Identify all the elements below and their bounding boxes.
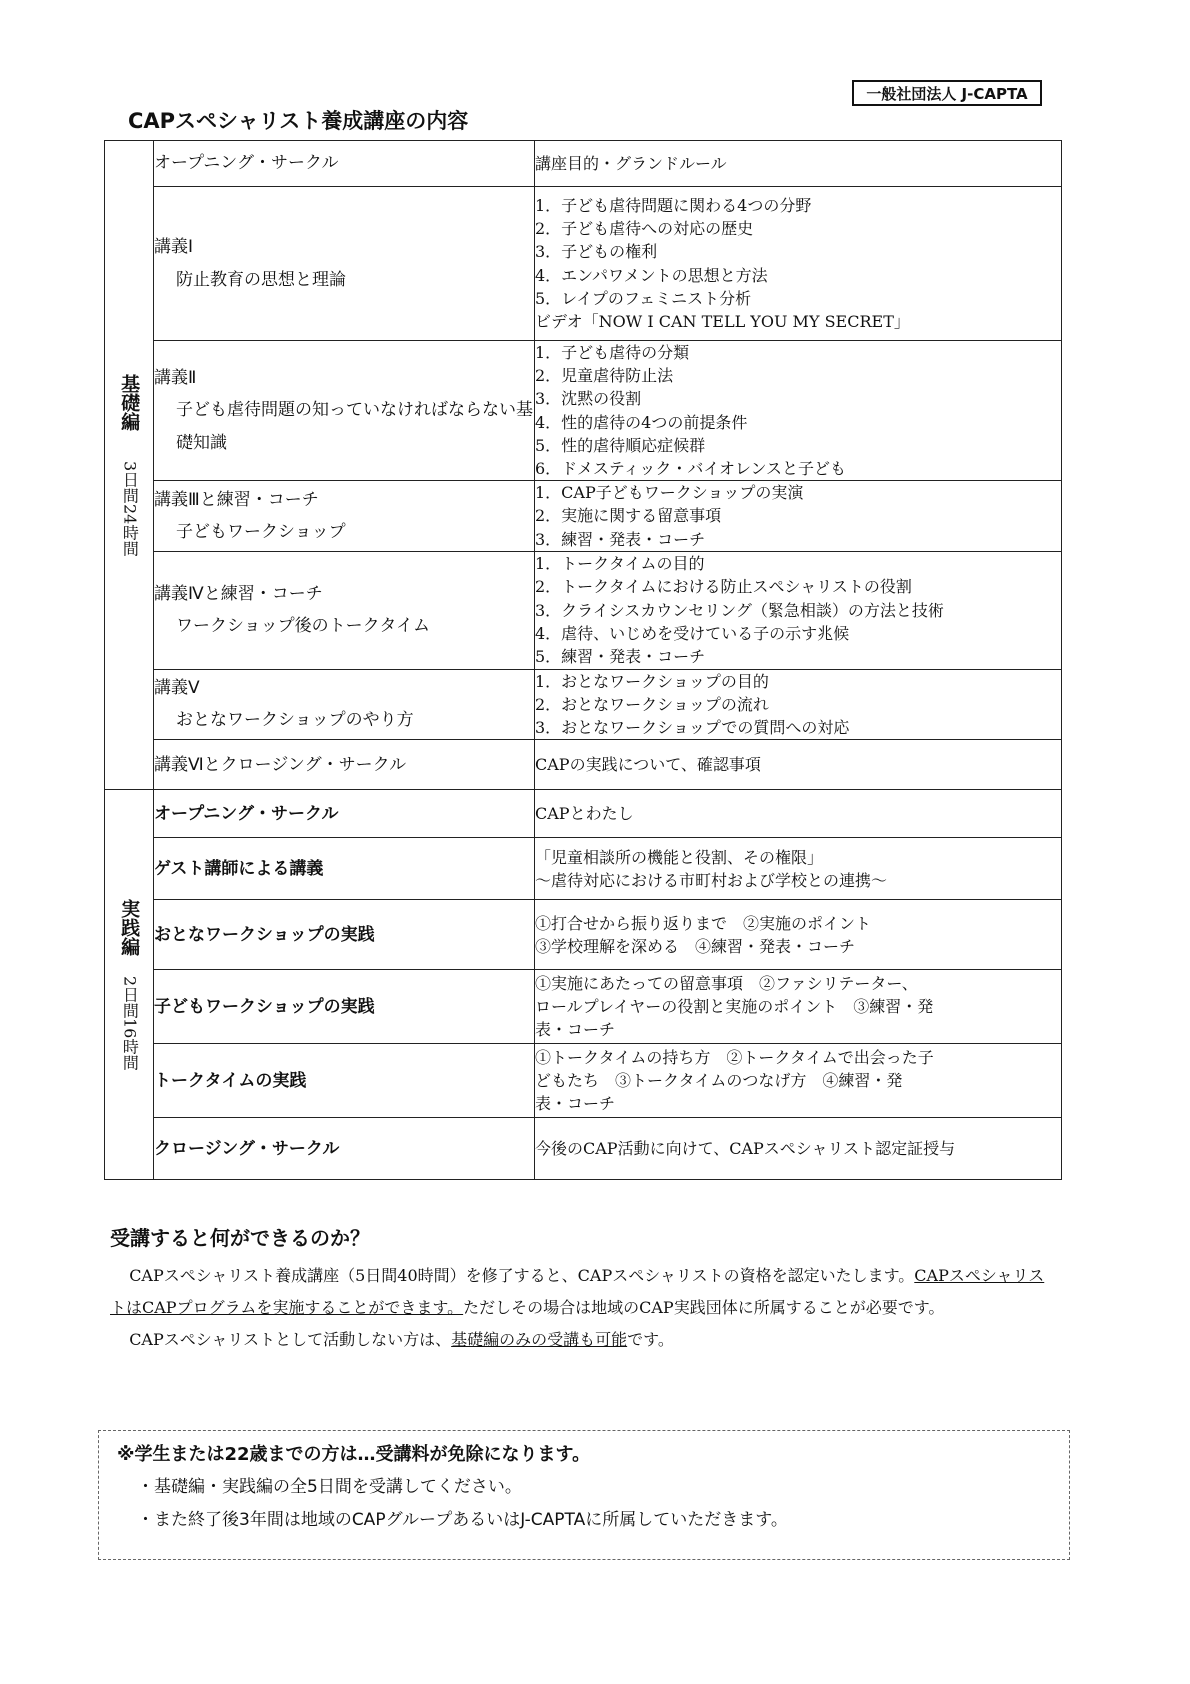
para1-text-b: ただしその場合は地域のCAP実践団体に所属することが必要です。 xyxy=(463,1298,945,1317)
course-row xyxy=(105,900,1062,970)
section-hours: 16時間 xyxy=(120,1018,140,1071)
notice-item: ・基礎編・実践編の全5日間を受講してください。 xyxy=(137,1477,522,1498)
section-label xyxy=(105,790,154,1180)
content-item: 2．トークタイムにおける防止スペシャリストの役割 xyxy=(535,577,912,597)
content-item: 2．児童虐待防止法 xyxy=(535,366,674,386)
lecture-cell xyxy=(154,900,535,970)
lecture-cell xyxy=(154,790,535,838)
content-item: 3．子どもの権利 xyxy=(535,242,658,262)
section-label xyxy=(105,141,154,790)
content-cell xyxy=(535,740,1062,790)
lecture-subtitle: 子どもワークショップ xyxy=(176,521,346,542)
lecture-title: 講義Ⅴ xyxy=(154,678,200,699)
para1-text-a: CAPスペシャリスト養成講座（5日間40時間）を修了すると、CAPスペシャリストの資格を認定いたします。 xyxy=(129,1266,915,1285)
content-cell xyxy=(535,1044,1062,1118)
content-cell xyxy=(535,1118,1062,1180)
content-item: ①実施にあたっての留意事項 ②ファシリテーター、 xyxy=(535,973,918,993)
content-item: ～虐待対応における市町村および学校との連携～ xyxy=(535,870,888,890)
course-row xyxy=(105,838,1062,900)
course-row xyxy=(105,1044,1062,1118)
section-name: 基礎編 xyxy=(118,374,141,432)
content-item: ロールプレイヤーの役割と実施のポイント ③練習・発 xyxy=(535,997,934,1017)
course-row xyxy=(105,740,1062,790)
content-item: 2．おとなワークショップの流れ xyxy=(535,694,769,714)
para2-text-a: CAPスペシャリストとして活動しない方は、 xyxy=(129,1330,452,1349)
lecture-cell xyxy=(154,1044,535,1118)
content-item: 4．虐待、いじめを受けている子の示す兆候 xyxy=(535,623,850,643)
para1-underlined: CAPスペシャリストはCAPプログラムを実施することができます。 xyxy=(110,1266,1045,1317)
content-cell xyxy=(535,970,1062,1044)
content-item: 今後のCAP活動に向けて、CAPスペシャリスト認定証授与 xyxy=(535,1139,956,1159)
content-item: 5．性的虐待順応症候群 xyxy=(535,435,706,455)
course-row xyxy=(105,1118,1062,1180)
content-item: 3．クライシスカウンセリング（緊急相談）の方法と技術 xyxy=(535,600,944,620)
content-item: 1．子ども虐待問題に関わる4つの分野 xyxy=(535,195,812,215)
lecture-title: 講義Ⅰ xyxy=(154,237,194,258)
content-item: 表・コーチ xyxy=(535,1020,616,1040)
basic-section xyxy=(105,141,1062,790)
content-item: 5．レイプのフェミニスト分析 xyxy=(535,288,752,308)
lecture-cell xyxy=(154,187,535,341)
what-paragraph xyxy=(110,1260,1055,1356)
lecture-title: オープニング・サークル xyxy=(154,803,339,824)
content-item: 1．子ども虐待の分類 xyxy=(535,343,690,362)
content-item: 1．おとなワークショップの目的 xyxy=(535,671,769,691)
lecture-subtitle: 防止教育の思想と理論 xyxy=(176,269,346,290)
content-item: 3．おとなワークショップでの質問への対応 xyxy=(535,718,850,738)
content-item: どもたち ③トークタイムのつなげ方 ④練習・発 xyxy=(535,1071,903,1091)
content-item: 「児童相談所の機能と役割、その権限」 xyxy=(535,847,824,867)
lecture-cell xyxy=(154,1118,535,1180)
content-item: 3．練習・発表・コーチ xyxy=(535,529,706,549)
section-name: 実践編 xyxy=(118,898,141,956)
content-item: 4．性的虐待の4つの前提条件 xyxy=(535,412,748,432)
para2-underlined: 基礎編のみの受講も可能 xyxy=(451,1330,628,1349)
lecture-cell xyxy=(154,970,535,1044)
course-row xyxy=(105,481,1062,552)
notice-heading: ※学生または22歳までの方は…受講料が免除になります。 xyxy=(117,1444,591,1465)
course-row xyxy=(105,341,1062,481)
practice-section xyxy=(105,790,1062,1180)
content-item: 6．ドメスティック・バイオレンスと子ども xyxy=(535,458,847,478)
course-row xyxy=(105,141,1062,187)
lecture-title: 講義Ⅵとクロージング・サークル xyxy=(154,754,407,775)
organization-label: 一般社団法人 J-CAPTA xyxy=(852,80,1042,106)
section-days: 3日間 xyxy=(120,461,140,504)
content-cell xyxy=(535,790,1062,838)
content-item: 表・コーチ xyxy=(535,1094,616,1114)
content-item: ①トークタイムの持ち方 ②トークタイムで出会った子 xyxy=(535,1047,934,1067)
lecture-cell xyxy=(154,838,535,900)
page-title: CAPスペシャリスト養成講座の内容 xyxy=(128,109,469,133)
content-item: 1．CAP子どもワークショップの実演 xyxy=(535,483,804,503)
lecture-title: 講義Ⅳと練習・コーチ xyxy=(154,583,323,604)
course-row xyxy=(105,187,1062,341)
lecture-subtitle: 子ども虐待問題の知っていなければならない基礎知識 xyxy=(176,400,533,453)
notice-item: ・また終了後3年間は地域のCAPグループあるいはJ-CAPTAに所属していただきます。 xyxy=(137,1509,788,1530)
fee-notice-box xyxy=(98,1430,1070,1560)
para2-text-b: です。 xyxy=(627,1330,674,1349)
lecture-cell xyxy=(154,740,535,790)
content-cell xyxy=(535,669,1062,740)
content-item: 3．沈黙の役割 xyxy=(535,389,642,409)
content-item: CAPの実践について、確認事項 xyxy=(535,755,761,775)
content-item: 2．子ども虐待への対応の歴史 xyxy=(535,219,754,239)
course-table xyxy=(104,140,1062,1180)
content-item: CAPとわたし xyxy=(535,804,634,824)
lecture-title: トークタイムの実践 xyxy=(154,1070,307,1091)
course-row xyxy=(105,669,1062,740)
content-item: 講座目的・グランドルール xyxy=(535,153,727,173)
content-cell xyxy=(535,141,1062,187)
content-item: 2．実施に関する留意事項 xyxy=(535,506,722,526)
content-cell xyxy=(535,341,1062,481)
content-item: ③学校理解を深める ④練習・発表・コーチ xyxy=(535,936,856,956)
course-row xyxy=(105,551,1062,669)
lecture-title: オープニング・サークル xyxy=(154,153,339,174)
lecture-subtitle: ワークショップ後のトークタイム xyxy=(176,616,430,637)
what-heading: 受講すると何ができるのか？ xyxy=(110,1226,370,1250)
lecture-title: ゲスト講師による講義 xyxy=(154,858,324,879)
content-item: 1．トークタイムの目的 xyxy=(535,554,705,574)
content-cell xyxy=(535,551,1062,669)
lecture-title: 講義Ⅲと練習・コーチ xyxy=(154,489,319,510)
lecture-cell xyxy=(154,141,535,187)
content-cell xyxy=(535,481,1062,552)
course-row xyxy=(105,970,1062,1044)
lecture-title: 子どもワークショップの実践 xyxy=(154,996,375,1017)
content-item: ①打合せから振り返りまで ②実施のポイント xyxy=(535,913,872,933)
lecture-title: クロージング・サークル xyxy=(154,1138,340,1159)
course-row xyxy=(105,790,1062,838)
lecture-cell xyxy=(154,551,535,669)
content-item: 4．エンパワメントの思想と方法 xyxy=(535,265,768,285)
lecture-cell xyxy=(154,481,535,552)
lecture-cell xyxy=(154,669,535,740)
section-hours: 24時間 xyxy=(120,503,140,556)
section-days: 2日間 xyxy=(120,975,140,1019)
lecture-title: おとなワークショップの実践 xyxy=(154,924,375,945)
lecture-title: 講義Ⅱ xyxy=(154,368,197,389)
content-cell xyxy=(535,900,1062,970)
lecture-cell xyxy=(154,341,535,481)
content-item: 5．練習・発表・コーチ xyxy=(535,646,706,666)
content-item: ビデオ「NOW I CAN TELL YOU MY SECRET」 xyxy=(535,311,910,331)
content-cell xyxy=(535,838,1062,900)
content-cell xyxy=(535,187,1062,341)
lecture-subtitle: おとなワークショップのやり方 xyxy=(176,710,414,731)
